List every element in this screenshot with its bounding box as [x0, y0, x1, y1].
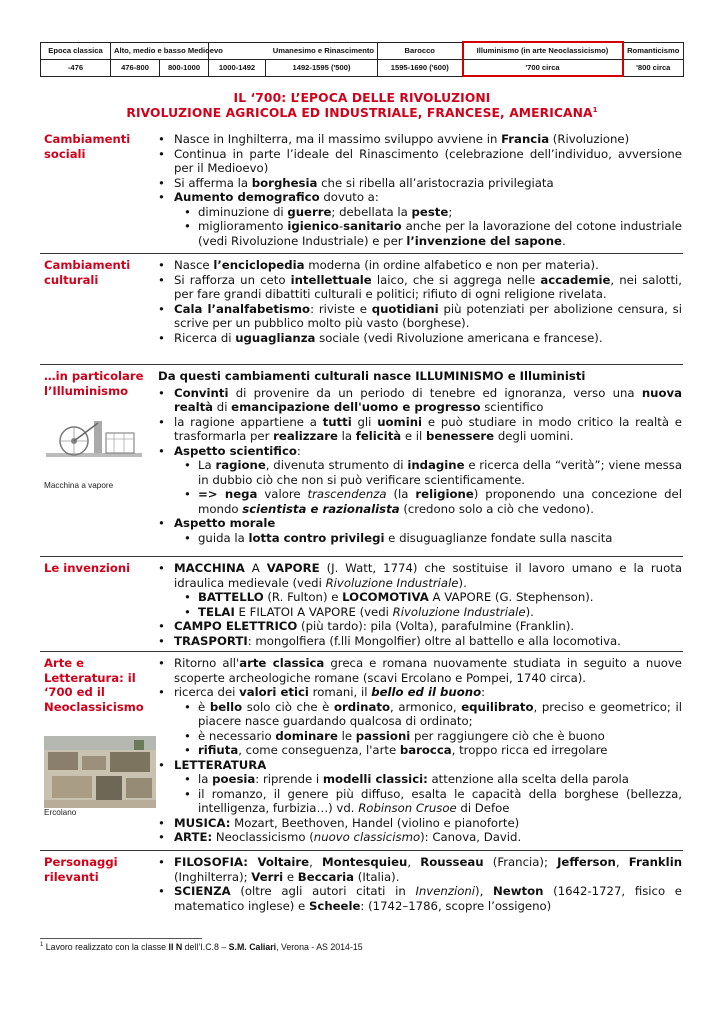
epoch-medioevo: Alto, medio e basso Medioevo — [111, 42, 209, 59]
epoch-barocco: Barocco — [378, 42, 463, 59]
section-label-illuminismo: …in particolare l’Illuminismo — [44, 369, 144, 398]
sub-list-item: • La ragione, divenuta strumento di indagine e ricerca della “verità”; viene messa in dubbio ciò che non si può verificare scientificamente. — [174, 458, 682, 487]
epoch-classica: Epoca classica — [41, 42, 111, 59]
list-item: • MUSICA: Mozart, Beethoven, Handel (violino e pianoforte) — [158, 816, 682, 831]
section-arte — [40, 651, 683, 844]
sub-list-item: • è bello solo ciò che è ordinato, armonico, equilibrato, preciso e geometrico; il piacere nasce guardando qualcosa di ordinato; — [174, 700, 682, 729]
section-illuminismo — [40, 364, 683, 545]
list-item: • TRASPORTI: mongolfiera (f.lli Mongolfier) oltre al battello e alla locomotiva. — [158, 634, 682, 649]
section-content-invenzioni — [158, 561, 682, 648]
list-item: • ricerca dei valori etici romani, il bello ed il buono: • è bello solo ciò che è ordinato, armonico, equilibrato, preciso e geometrico; il piacere nasce guardando qualcosa di ordinato; • è necessario dominare le passioni per raggiungere ciò che è buono • rifiuta, come conseguenza, l'arte barocca, troppo ricca ed irregolare — [158, 685, 682, 758]
list-item: • Si afferma la borghesia che si ribella all’aristocrazia privilegiata — [158, 176, 682, 191]
list-item: • Nasce in Inghilterra, ma il massimo sviluppo avviene in Francia (Rivoluzione) — [158, 132, 682, 147]
date-medioevo-2: 800-1000 — [160, 59, 209, 76]
date-barocco: 1595-1690 ('600) — [378, 59, 463, 76]
timeline-epochs-row — [41, 42, 684, 59]
epoch-rinascimento: Umanesimo e Rinascimento — [209, 42, 378, 59]
list-item: • ARTE: Neoclassicismo (nuovo classicismo): Canova, David. — [158, 830, 682, 845]
steam-engine-image — [44, 413, 144, 473]
list-item: • Convinti di provenire da un periodo di tenebre ed ignoranza, verso una nuova realtà di emancipazione dell'uomo e progresso scientifico — [158, 386, 682, 415]
footnote-separator — [40, 938, 202, 939]
page-title: IL ‘700: L’EPOCA DELLE RIVOLUZIONI — [233, 91, 491, 105]
section-content-sociali — [158, 132, 682, 248]
timeline-table — [40, 41, 684, 77]
section-personaggi — [40, 850, 683, 913]
section-content-arte — [158, 656, 682, 845]
section-content-culturali — [158, 258, 682, 345]
sub-list-item: • guida la lotta contro privilegi e disuguaglianze fondate sulla nascita — [174, 531, 682, 546]
footnote-mark: 1 — [592, 106, 598, 114]
list-item: • SCIENZA (oltre agli autori citati in Invenzioni), Newton (1642-1727, fisico e matematico inglese) e Scheele: (1742–1786, scopre l’ossigeno) — [158, 884, 682, 913]
steam-engine-caption: Macchina a vapore — [44, 481, 114, 490]
list-item: • Si rafforza un ceto intellettuale laico, che si aggrega nelle accademie, nei salotti, per fare grandi dibattiti culturali e politici; rifiuto di ogni religione rivelata. — [158, 273, 682, 302]
date-illuminismo: '700 circa — [463, 59, 623, 76]
footnote: $^1$ Lavoro realizzato con la classe II N dell’I.C.8 – S.M. Caliari, Verona - AS 2014-15 — [40, 942, 363, 952]
list-item: • Ritorno all'arte classica greca e romana nuovamente studiata in seguito a nuove scoperte archeologiche romane (scavi Ercolano e Pompei, 1740 circa). — [158, 656, 682, 685]
section-content-illuminismo — [158, 369, 682, 545]
section-label-invenzioni: Le invenzioni — [44, 561, 131, 575]
section-label-culturali: Cambiamenti culturali — [44, 258, 131, 287]
list-item: • Aspetto morale • guida la lotta contro privilegi e disuguaglianze fondate sulla nascita — [158, 516, 682, 545]
date-classica: -476 — [41, 59, 111, 76]
list-item: • MACCHINA A VAPORE (J. Watt, 1774) che sostituise il lavoro umano e la ruota idraulica medievale (vedi Rivoluzione Industriale). • BATTELLO (R. Fulton) e LOCOMOTIVA A VAPORE (G. Stephenson). • TELAI E FILATOI A VAPORE (vedi Rivoluzione Industriale). — [158, 561, 682, 619]
sub-list-item: • diminuzione di guerre; debellata la peste; — [174, 205, 682, 220]
sub-list-item: • la poesia: riprende i modelli classici: attenzione alla scelta della parola — [174, 772, 682, 787]
section-label-sociali: Cambiamenti sociali — [44, 132, 131, 161]
sub-list-item: • miglioramento igienico-sanitario anche per la lavorazione del cotone industriale (vedi Rivoluzione Industriale) e per l’invenzione del sapone. — [174, 219, 682, 248]
illuminismo-intro: Da questi cambiamenti culturali nasce ILLUMINISMO e Illuministi — [158, 369, 586, 383]
list-item: • CAMPO ELETTRICO (più tardo): pila (Volta), parafulmine (Franklin). — [158, 619, 682, 634]
epoch-illuminismo: Illuminismo (in arte Neoclassicismo) — [463, 42, 623, 59]
sub-list-item: • rifiuta, come conseguenza, l'arte barocca, troppo ricca ed irregolare — [174, 743, 682, 758]
epoch-romanticismo: Romanticismo — [623, 42, 684, 59]
list-item: • Cala l’analfabetismo: riviste e quotidiani più potenziati per abolizione censura, si scrive per un pubblico molto più vasto (borghese). — [158, 302, 682, 331]
sub-list-item: • TELAI E FILATOI A VAPORE (vedi Rivoluzione Industriale). — [174, 605, 682, 620]
sub-list-item: • BATTELLO (R. Fulton) e LOCOMOTIVA A VAPORE (G. Stephenson). — [174, 590, 682, 605]
list-item: • Aumento demografico dovuto a: • diminuzione di guerre; debellata la peste; • miglioramento igienico-sanitario anche per la lavorazione del cotone industriale (vedi Rivoluzione Industriale) e per l’invenzione del sapone. — [158, 190, 682, 248]
sub-list-item: • è necessario dominare le passioni per raggiungere ciò che è buono — [174, 729, 682, 744]
subtitle-text: RIVOLUZIONE AGRICOLA ED INDUSTRIALE, FRANCESE, AMERICANA — [126, 106, 593, 121]
section-content-personaggi — [158, 855, 682, 913]
section-label-arte: Arte e Letteratura: il ‘700 ed il Neoclassicismo — [44, 656, 144, 714]
section-invenzioni — [40, 556, 683, 648]
list-item: • Nasce l’enciclopedia moderna (in ordine alfabetico e non per materia). — [158, 258, 682, 273]
list-item: • Continua in parte l’ideale del Rinascimento (celebrazione dell’individuo, avversione per il Medioevo) — [158, 147, 682, 176]
section-label-personaggi: Personaggi rilevanti — [44, 855, 118, 884]
sub-list-item: • il romanzo, il genere più diffuso, esalta le capacità della borghese (bellezza, intelligenza, furbizia…) vd. Robinson Crusoe di Defoe — [174, 787, 682, 816]
date-medioevo-3: 1000-1492 — [209, 59, 266, 76]
timeline-dates-row — [41, 59, 684, 76]
list-item: • Ricerca di uguaglianza sociale (vedi Rivoluzione americana e francese). — [158, 331, 682, 346]
ercolano-image — [44, 736, 156, 808]
list-item: • LETTERATURA • la poesia: riprende i modelli classici: attenzione alla scelta della parola • il romanzo, il genere più diffuso, esalta le capacità della borghese (bellezza, intelligenza, furbizia…) vd. Robinson Crusoe di Defoe — [158, 758, 682, 816]
ercolano-caption: Ercolano — [44, 808, 77, 817]
list-item: • Aspetto scientifico: • La ragione, divenuta strumento di indagine e ricerca della “verità”; viene messa in dubbio ciò che non si può verificare scientificamente. • => nega valore trascendenza (la religione) proponendo una concezione del mondo scientista e razionalista (credono solo a ciò che vedono). — [158, 444, 682, 517]
section-culturali — [40, 253, 683, 345]
date-medioevo-1: 476-800 — [111, 59, 160, 76]
date-romanticismo: '800 circa — [623, 59, 684, 76]
list-item: • FILOSOFIA: Voltaire, Montesquieu, Rousseau (Francia); Jefferson, Franklin (Inghilterra); Verri e Beccaria (Italia). — [158, 855, 682, 884]
page-subtitle — [0, 106, 724, 120]
date-rinascimento: 1492-1595 ('500) — [266, 59, 378, 76]
sub-list-item: • => nega valore trascendenza (la religione) proponendo una concezione del mondo scientista e razionalista (credono solo a ciò che vedono). — [174, 487, 682, 516]
list-item: • la ragione appartiene a tutti gli uomini e può studiare in modo critico la realtà e trasformarla per realizzare la felicità e il benessere degli uomini. — [158, 415, 682, 444]
